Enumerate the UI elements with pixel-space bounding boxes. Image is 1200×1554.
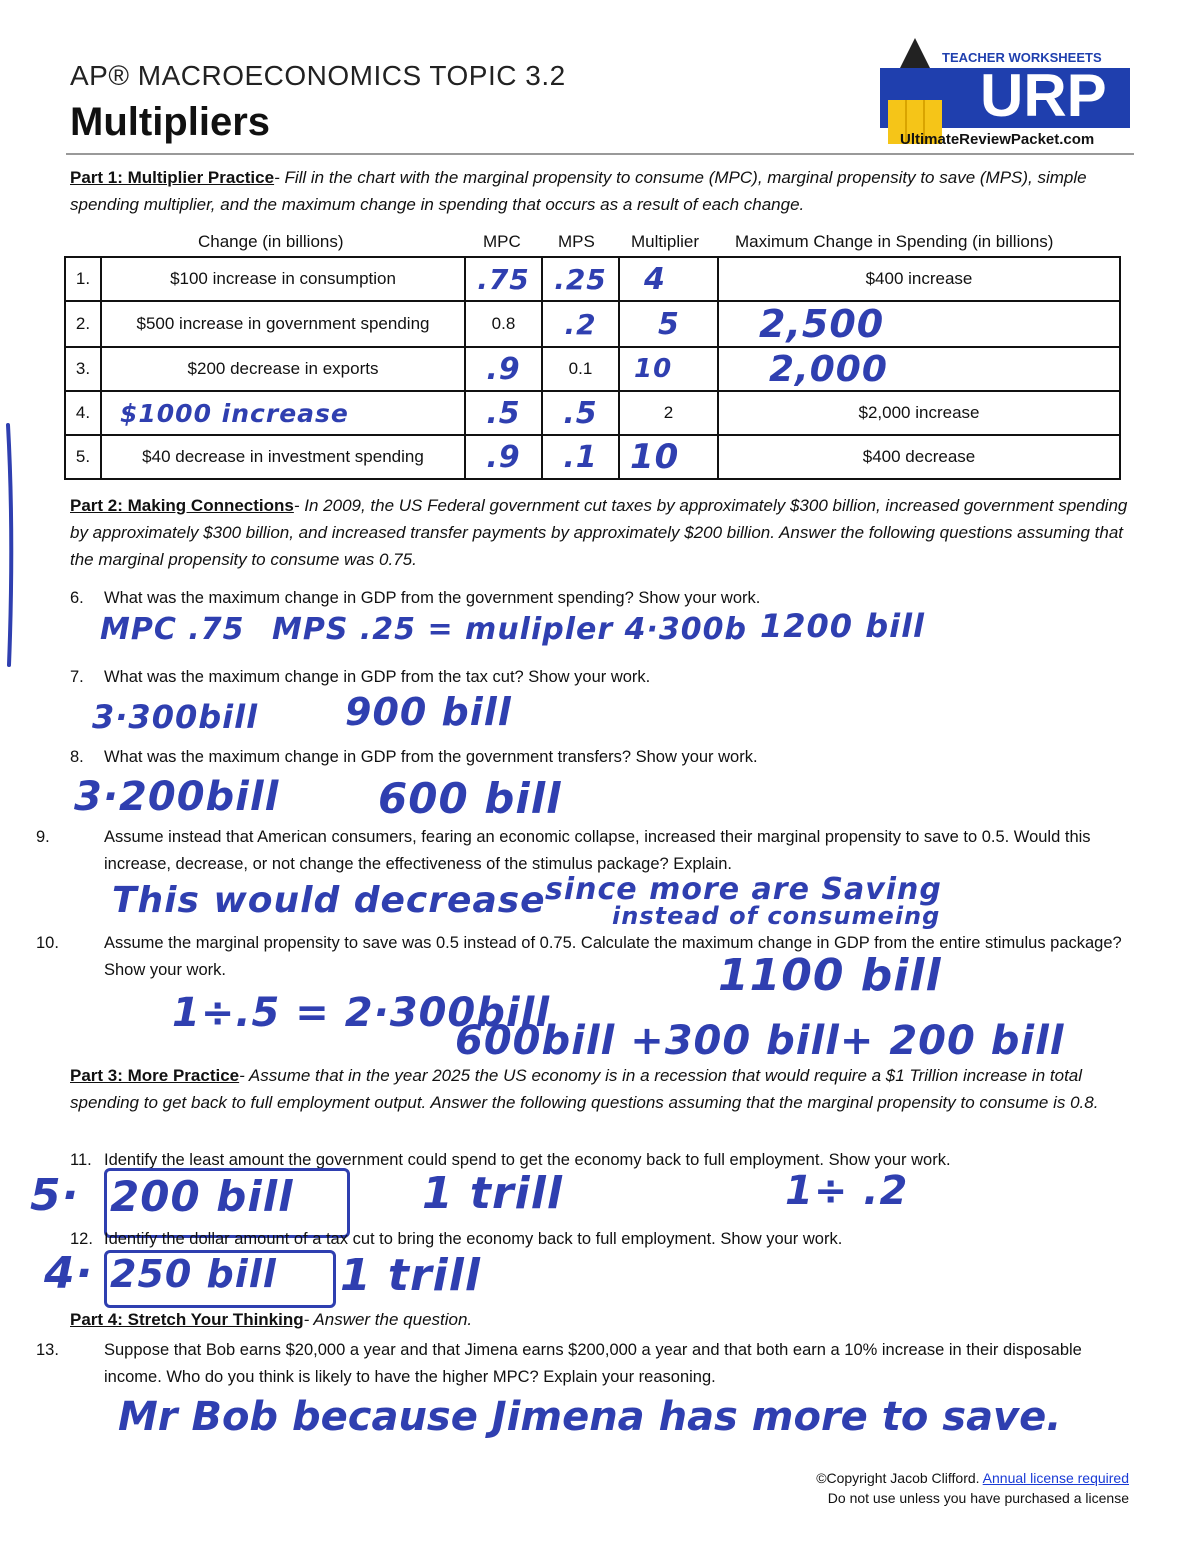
question-number: 11. (70, 1151, 92, 1169)
row-change: $200 decrease in exports (101, 347, 465, 391)
row-mps: .2 (542, 301, 619, 347)
part4-text: - Answer the question. (303, 1310, 473, 1329)
answer-8-result: 600 bill (378, 774, 562, 823)
question-text: Assume the marginal propensity to save was 0.5 instead of 0.75. Calculate the maximum change in GDP from the entire stimulus package? Show your work. (104, 934, 1122, 979)
answer-10-work2: 600bill +300 bill+ 200 bill (455, 1018, 1065, 1064)
answer-11-target: 1 trill (422, 1168, 563, 1219)
row-multiplier: 10 (619, 435, 718, 479)
answer-11-calc: 1÷ .2 (785, 1168, 909, 1214)
license-link[interactable]: Annual license required (982, 1470, 1129, 1486)
row-number: 2. (65, 301, 101, 347)
part2-intro (70, 492, 1130, 573)
table-row (65, 301, 1120, 347)
row-change: $1000 increase (101, 391, 465, 435)
part1-text: - Fill in the chart with the marginal propensity to consume (MPC), marginal propensity to save (MPS), simple spending multiplier, and the maximum change in spending that occurs as a result of each change. (70, 168, 1087, 214)
row-number: 3. (65, 347, 101, 391)
part4-intro (70, 1306, 1130, 1333)
answer-10-result: 1100 bill (718, 950, 942, 1001)
footer-copyright (816, 1470, 1129, 1486)
answer-12-target: 1 trill (340, 1250, 481, 1301)
part2-title: Part 2: Making Connections (70, 496, 294, 515)
question-text: Suppose that Bob earns $20,000 a year and that Jimena earns $200,000 a year and that both earn a 10% increase in their disposable income. Who do you think is likely to have the higher MPC? Explain your reasoning. (104, 1341, 1082, 1386)
row-max-change: 2,000 (718, 347, 1120, 391)
row-mps: 0.1 (542, 347, 619, 391)
copyright-text: ©Copyright Jacob Clifford. (816, 1470, 980, 1486)
answer-9-part1: This would decrease (112, 880, 546, 921)
topic-label: AP® MACROECONOMICS TOPIC 3.2 (70, 60, 566, 91)
answer-6-mpc: MPC .75 (100, 612, 245, 647)
col-header-multiplier: Multiplier (631, 232, 700, 251)
row-max-change: 2,500 (718, 301, 1120, 347)
row-max-change: $2,000 increase (718, 391, 1120, 435)
table-row (65, 257, 1120, 301)
answer-12-result: 250 bill (110, 1252, 277, 1296)
answer-8-work: 3·200bill (74, 774, 280, 820)
question-number: 6. (70, 589, 84, 607)
answer-9-part2: since more are Saving (545, 872, 942, 907)
answer-6-result: 1200 bill (760, 607, 926, 645)
logo-main-text: URP (980, 62, 1107, 129)
urp-logo (880, 38, 1130, 153)
part3-title: Part 3: More Practice (70, 1066, 240, 1085)
page-title: Multipliers (70, 100, 271, 144)
row-number: 5. (65, 435, 101, 479)
question-number: 10. (36, 934, 59, 952)
row-multiplier: 10 (619, 347, 718, 391)
col-header-max-change: Maximum Change in Spending (in billions) (735, 232, 1054, 251)
question-number: 8. (70, 748, 84, 766)
question-text: Identify the least amount the government could spend to get the economy back to full employment. Show your work. (104, 1151, 951, 1169)
row-mps: .25 (542, 257, 619, 301)
question-13 (36, 1337, 1130, 1391)
table-row (65, 347, 1120, 391)
answer-9-part3: instead of consumeing (612, 902, 941, 930)
part1-title: Part 1: Multiplier Practice (70, 168, 275, 187)
col-header-mpc: MPC (483, 232, 521, 251)
row-mps: .5 (542, 391, 619, 435)
question-text: What was the maximum change in GDP from the government spending? Show your work. (104, 589, 761, 607)
row-change: $40 decrease in investment spending (101, 435, 465, 479)
question-number: 12. (70, 1230, 93, 1248)
question-9 (36, 824, 1130, 878)
part2-text: - In 2009, the US Federal government cut taxes by approximately $300 billion, increased government spending by approximately $300 billion, and increased transfer payments by approximately $200 billion. Answer the following questions assuming that the marginal propensity to consume was 0.75. (70, 496, 1128, 569)
question-number: 9. (36, 828, 50, 846)
question-7 (70, 664, 1130, 691)
row-mps: .1 (542, 435, 619, 479)
question-number: 13. (36, 1341, 59, 1359)
part4-title: Part 4: Stretch Your Thinking (70, 1310, 304, 1329)
row-change: $500 increase in government spending (101, 301, 465, 347)
question-text: Identify the dollar amount of a tax cut to bring the economy back to full employment. Show your work. (104, 1230, 843, 1248)
question-text: Assume instead that American consumers, fearing an economic collapse, increased their marginal propensity to save to 0.5. Would this increase, decrease, or not change the effectiveness of the stimulus package? Explain. (104, 828, 1091, 873)
row-number: 4. (65, 391, 101, 435)
answer-7-result: 900 bill (345, 690, 512, 734)
row-max-change: $400 decrease (718, 435, 1120, 479)
question-number: 7. (70, 668, 84, 686)
answer-12-factor: 4· (44, 1248, 94, 1299)
part3-text: - Assume that in the year 2025 the US economy is in a recession that would require a $1 Trillion increase in total spending to get back to full employment output. Answer the following questions assuming that the marginal propensity to consume is 0.8. (70, 1066, 1099, 1112)
answer-11-factor: 5· (30, 1170, 80, 1221)
row-mpc: .5 (465, 391, 542, 435)
margin-bracket-mark (0, 415, 20, 675)
part1-intro (70, 164, 1130, 218)
question-text: What was the maximum change in GDP from the tax cut? Show your work. (104, 668, 651, 686)
question-8 (70, 744, 1130, 771)
row-mpc: .9 (465, 347, 542, 391)
row-multiplier: 2 (619, 391, 718, 435)
question-12 (70, 1226, 1130, 1253)
col-header-mps: MPS (558, 232, 595, 251)
answer-11-result: 200 bill (110, 1172, 294, 1221)
row-mpc: .9 (465, 435, 542, 479)
question-text: What was the maximum change in GDP from the government transfers? Show your work. (104, 748, 758, 766)
table-row (65, 435, 1120, 479)
part3-intro (70, 1062, 1130, 1116)
row-multiplier: 5 (619, 301, 718, 347)
row-mpc: .75 (465, 257, 542, 301)
row-number: 1. (65, 257, 101, 301)
col-header-change: Change (in billions) (198, 232, 344, 251)
row-change: $100 increase in consumption (101, 257, 465, 301)
footer-notice: Do not use unless you have purchased a license (827, 1490, 1129, 1506)
logo-top-text: TEACHER WORKSHEETS (942, 50, 1102, 65)
logo-url-text: UltimateReviewPacket.com (900, 131, 1095, 148)
table-row (65, 391, 1120, 435)
answer-13: Mr Bob because Jimena has more to save. (118, 1394, 1062, 1440)
header-divider (66, 153, 1134, 155)
multiplier-chart (64, 256, 1121, 480)
row-max-change: $400 increase (718, 257, 1120, 301)
answer-7-work: 3·300bill (92, 698, 259, 736)
question-6 (70, 585, 1130, 612)
question-10 (36, 930, 1130, 984)
answer-10-work1: 1÷.5 = 2·300bill (172, 990, 551, 1036)
answer-6-work: MPS .25 = mulipler 4·300b (272, 612, 747, 647)
row-mpc: 0.8 (465, 301, 542, 347)
row-multiplier: 4 (619, 257, 718, 301)
